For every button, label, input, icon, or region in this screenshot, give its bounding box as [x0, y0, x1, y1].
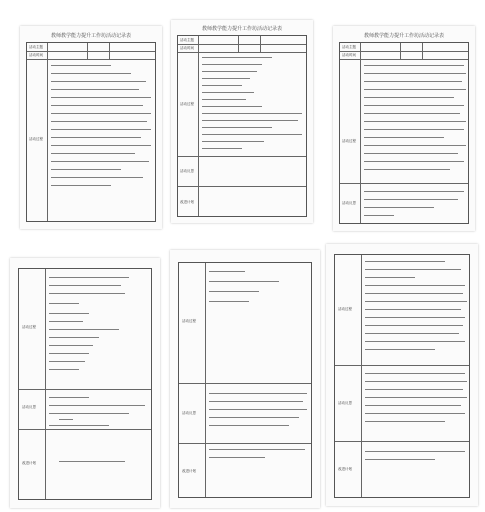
row-label-reflection: 活动反思	[342, 201, 356, 205]
row-label-plan: 改进计划	[338, 467, 352, 471]
record-table	[177, 35, 307, 217]
record-table	[18, 268, 152, 500]
row-label-reflection: 活动反思	[182, 411, 196, 415]
document-page-3	[333, 26, 475, 231]
page-title: 教师教学能力提升工作坊活动记录表	[363, 33, 444, 39]
document-page-2	[171, 20, 313, 223]
row-label-topic: 活动主题	[342, 45, 356, 49]
record-table	[339, 42, 469, 224]
document-page-5	[170, 250, 320, 508]
row-label-time: 活动时间	[29, 53, 43, 57]
row-label-topic: 活动主题	[180, 38, 194, 42]
page-title: 教师教学能力提升工作坊活动记录表	[50, 33, 131, 39]
record-table	[26, 42, 156, 222]
row-label-process: 活动过程	[338, 307, 352, 311]
document-page-6	[326, 244, 478, 506]
row-label-time: 活动时间	[342, 53, 356, 57]
document-page-4	[10, 258, 160, 508]
row-label-process: 活动过程	[22, 325, 36, 329]
page-title: 教师教学能力提升工作坊活动记录表	[201, 26, 282, 32]
row-label-plan: 改进计划	[180, 200, 194, 204]
row-label-process: 活动过程	[180, 102, 194, 106]
row-label-plan: 改进计划	[22, 461, 36, 465]
row-label-process: 活动过程	[29, 137, 43, 141]
row-label-reflection: 活动反思	[180, 169, 194, 173]
record-table	[178, 262, 312, 498]
row-label-process: 活动过程	[182, 319, 196, 323]
row-label-time: 活动时间	[180, 46, 194, 50]
row-label-topic: 活动主题	[29, 45, 43, 49]
row-label-plan: 改进计划	[182, 469, 196, 473]
record-table	[334, 254, 470, 498]
row-label-reflection: 活动反思	[338, 401, 352, 405]
document-page-1	[20, 26, 162, 229]
row-label-reflection: 活动反思	[22, 405, 36, 409]
row-label-process: 活动过程	[342, 139, 356, 143]
